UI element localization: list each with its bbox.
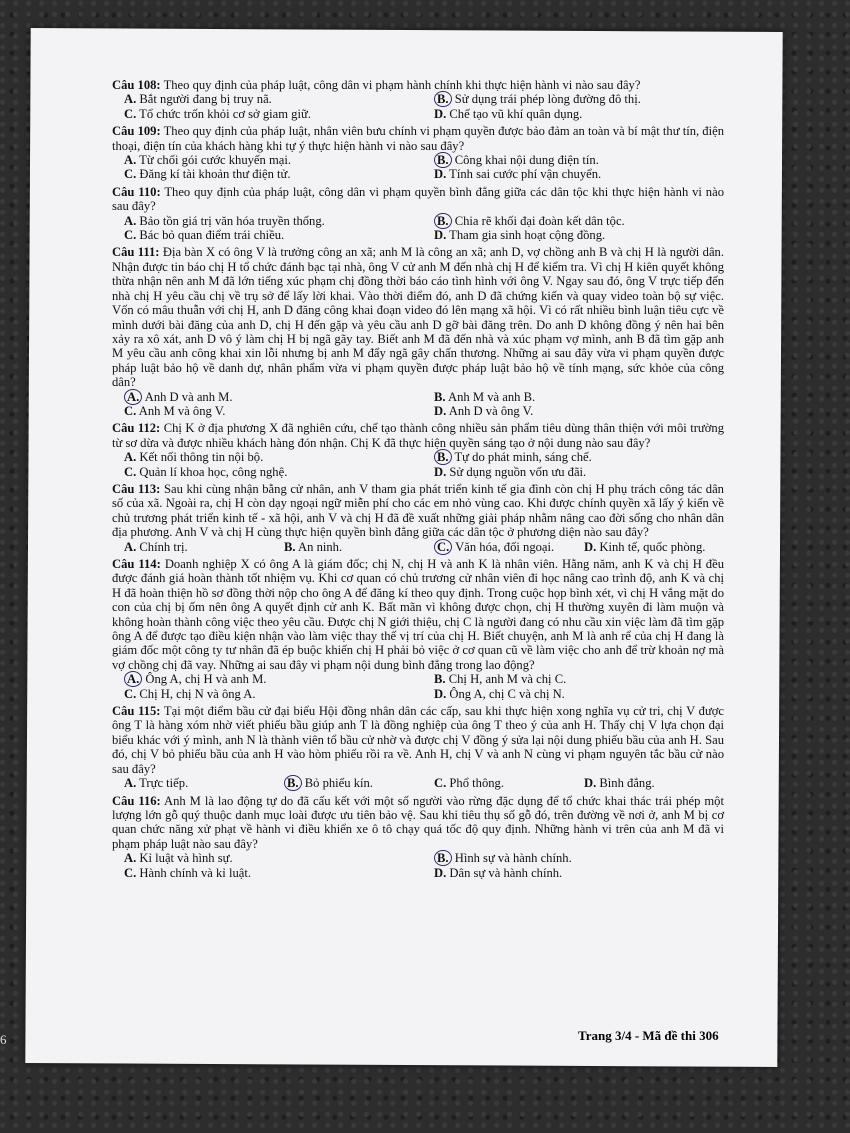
question-number: Câu 115: [112, 704, 161, 719]
question-text: Địa bàn X có ông V là trưởng công an xã; anh M là công an xã; anh D, vợ chồng anh B và chị H là người dân. Nhận được tin báo chị H tổ chức đánh bạc tại nhà, ông V cử anh M đến nhà chị H để kiểm tra. Vì chị H kiên quyết không thừa nhận nên anh M đã lớn tiếng xúc phạm chị đồng thời báo cáo tình hình với ông V. Ngay sau đó, ông V trực tiếp đến nhà chị H yêu cầu chị về trụ sở để lấy lời khai. Vào thời điểm đó, anh D đã chứng kiến và quay video toàn bộ sự việc. Vốn có mâu thuẫn với chị H, anh D đăng công khai đoạn video đó lên mạng xã hội. Vì có rất nhiều bình luận tiêu cực về mình dưới bài đăng của anh D, chị H đến gặp và yêu cầu anh D gỡ bài đăng trên. Do anh D không đồng ý nên hai bên xảy ra xô xát, anh D vô ý làm chị H bị ngã gãy tay. Biết anh M đã đến nhà và xúc phạm vợ mình, anh B đã tìm gặp anh M yêu cầu anh công khai xin lỗi nhưng bị anh M đẩy ngã gây chấn thương. Những ai sau đây vừa vi phạm quyền được pháp luật bảo hộ về danh dự, nhân phẩm vừa vi phạm quyền được pháp luật bảo hộ về tính mạng, sức khỏe của công dân? [112, 245, 724, 390]
option-c: C. Bác bỏ quan điểm trái chiều. [124, 228, 285, 243]
options [112, 540, 724, 554]
question-text: Chị K ở địa phương X đã nghiên cứu, chế tạo thành công nhiều sản phẩm tiêu dùng thân thiện với môi trường từ sơ dừa và được nhiều khách hàng đón nhận. Chị K đã thực hiện quyền sáng tạo ở nội dung nào sau đây? [112, 421, 724, 450]
option-a: A. Kỉ luật và hình sự. [124, 851, 233, 866]
option-b: B. Anh M và anh B. [434, 389, 536, 404]
question [112, 421, 724, 479]
question-list [112, 78, 724, 883]
option-d: D. Ông A, chị C và chị N. [434, 686, 565, 701]
option-d: D. Dân sự và hành chính. [434, 865, 563, 880]
question-text: Tại một điểm bầu cử đại biểu Hội đồng nhân dân các cấp, sau khi thực hiện xong nghĩa vụ cử tri, chị V được ông T là hàng xóm nhờ viết phiếu bầu giúp anh T là đồng nghiệp của ông T theo ý của anh H. Thấy chị V lựa chọn đại biểu khác với ý mình, anh N là thành viên tổ bầu cử nhờ và được chị V đồng ý sửa lại nội dung phiếu bầu của anh H. Sau đó, chị V bỏ phiếu bầu của anh H vào hòm phiếu rồi ra về. Anh H, chị V và anh N cùng vi phạm nguyên tắc bầu cử nào sau đây? [112, 704, 725, 776]
option-a-selected: A. Anh D và anh M. [112, 390, 422, 404]
option-b-selected: B. Sử dụng trái phép lòng đường đô thị. [422, 92, 724, 106]
question [112, 482, 724, 554]
option-c: C. Anh M và ông V. [124, 403, 226, 418]
adjacent-page-number: 6 [0, 1032, 7, 1047]
question [112, 124, 724, 182]
question-text: Theo quy định của pháp luật, công dân vi phạm hành chính khi thực hiện hành vi nào sau đây? [163, 78, 641, 92]
question-number: Câu 116: [112, 793, 161, 808]
option-a: A. Chính trị. [124, 539, 188, 554]
question-text: Anh M là lao động tự do đã cấu kết với một số người vào rừng đặc dụng để tổ chức khai thác trái phép một lượng lớn gỗ quý thuộc danh mục loài được ưu tiên bảo vệ. Sau khi tiêu thụ số gỗ đó, trên đường về nơi ở, anh M bị cơ quan chức năng xử phạt về hành vi điều khiển xe ô tô chạy quá tốc độ quy định. Những hành vi trên của anh M đã vi phạm pháp luật nào sau đây? [112, 793, 724, 851]
option-c: C. Quản lí khoa học, công nghệ. [124, 464, 288, 479]
question [112, 557, 724, 701]
option-a-selected: A. Ông A, chị H và anh M. [112, 672, 422, 686]
option-d: D. Bình đẳng. [584, 776, 655, 791]
options [112, 450, 724, 479]
option-b-selected: B. Tự do phát minh, sáng chế. [422, 450, 724, 464]
option-d: D. Tính sai cước phí vận chuyển. [434, 167, 602, 182]
option-c: C. Đăng kí tài khoản thư điện tử. [124, 167, 291, 182]
question-number: Câu 108: [112, 78, 161, 92]
option-b-selected: B. Bỏ phiếu kín. [272, 776, 422, 790]
option-d: D. Sử dụng nguồn vốn ưu đãi. [434, 464, 587, 479]
option-c: C. Tổ chức trốn khỏi cơ sở giam giữ. [124, 106, 311, 121]
question-number: Câu 111: [112, 245, 160, 260]
question-number: Câu 114: [112, 557, 161, 571]
option-c: C. Hành chính và kỉ luật. [124, 865, 251, 880]
question [112, 245, 724, 418]
option-b: B. Chị H, anh M và chị C. [434, 672, 567, 687]
option-a: A. Từ chối gói cước khuyến mại. [124, 153, 291, 168]
options [112, 390, 724, 419]
option-d: D. Tham gia sinh hoạt cộng đồng. [434, 228, 606, 243]
question-text: Sau khi cùng nhận bằng cử nhân, anh V tham gia phát triển kinh tế gia đình còn chị H phụ trách công tác dân số của xã. Ngoài ra, chị H còn dạy ngoại ngữ miễn phí cho các em nhỏ vùng cao. Khi được chính quyền xã lấy ý kiến về chủ trương phát triển kinh tế - xã hội, anh V và chị H đã đề xuất những giải pháp nhằm nâng cao đời sống cho nhân dân địa phương. Anh V và chị H cùng thực hiện quyền bình đẳng giữa các dân tộc ở phương diện nào sau đây? [112, 481, 724, 540]
option-a: A. Kết nối thông tin nội bộ. [124, 450, 264, 465]
option-b-selected: B. Công khai nội dung điện tín. [422, 153, 724, 167]
option-b: B. An ninh. [284, 539, 343, 554]
options [112, 672, 724, 701]
option-a: A. Bảo tồn giá trị văn hóa truyền thống. [124, 213, 325, 228]
option-c-selected: C. Văn hóa, đối ngoại. [422, 540, 572, 554]
option-c: C. Phổ thông. [434, 776, 504, 791]
question-text: Doanh nghiệp X có ông A là giám đốc; chị N, chị H và anh K là nhân viên. Hằng năm, anh K và chị H đều được đánh giá hoàn thành tốt nhiệm vụ. Khi cơ quan có chủ trương cử nhân viên đi học nâng cao trình độ, anh K và chị H đã hoàn thiện hồ sơ đồng thời nộp cho ông A để đăng kí theo quy định. Trong cuộc họp bình xét, vì chị H vắng mặt do con của chị bị ốm nên ông A quyết định cử anh K. Bất mãn vì không được chọn, chị H thường xuyên đi làm muộn và không hoàn thành công việc theo yêu cầu. Được chị N giới thiệu, chị C là người đang có nhu cầu xin việc làm đã tìm gặp ông A để được tạo điều kiện nhận vào làm việc thay thế vị trí của chị H. Biết chuyện, anh M là anh rể của chị H đang là giám đốc một công ty tư nhân đã ép buộc khiến chị H phải bỏ việc ở cơ quan cũ về làm việc cho anh để trừ khoản nợ mà vợ chồng chị đã vay. Những ai sau đây vi phạm nội dung bình đẳng trong lao động? [112, 557, 724, 672]
question-number: Câu 113: [112, 481, 161, 496]
options [112, 776, 724, 790]
question [112, 185, 724, 243]
options [112, 214, 724, 243]
question-number: Câu 112: [112, 421, 161, 436]
question-number: Câu 109: [112, 124, 161, 139]
question-text: Theo quy định của pháp luật, công dân vi phạm quyền bình đẳng giữa các dân tộc khi thực hiện hành vi nào sau đây? [112, 184, 724, 214]
option-d: D. Chế tạo vũ khí quân dụng. [434, 106, 583, 121]
question-number: Câu 110: [112, 184, 161, 199]
question [112, 794, 724, 880]
option-d: D. Kinh tế, quốc phòng. [584, 539, 706, 554]
question [112, 704, 724, 790]
option-a: A. Trực tiếp. [124, 776, 189, 791]
option-a: A. Bắt người đang bị truy nã. [124, 92, 272, 107]
question [112, 78, 724, 121]
options [112, 153, 724, 182]
option-b-selected: B. Hình sự và hành chính. [422, 851, 724, 865]
option-d: D. Anh D và ông V. [434, 403, 534, 418]
option-c: C. Chị H, chị N và ông A. [124, 686, 256, 701]
options [112, 851, 724, 880]
page-footer: Trang 3/4 - Mã đề thi 306 [578, 1028, 719, 1043]
question-text: Theo quy định của pháp luật, nhân viên bưu chính vi phạm quyền được bảo đảm an toàn và bí mật thư tín, điện thoại, điện tín của khách hàng khi tự ý thực hiện hành vi nào sau đây? [112, 124, 724, 153]
option-b-selected: B. Chia rẽ khối đại đoàn kết dân tộc. [422, 214, 724, 228]
options [112, 92, 724, 121]
